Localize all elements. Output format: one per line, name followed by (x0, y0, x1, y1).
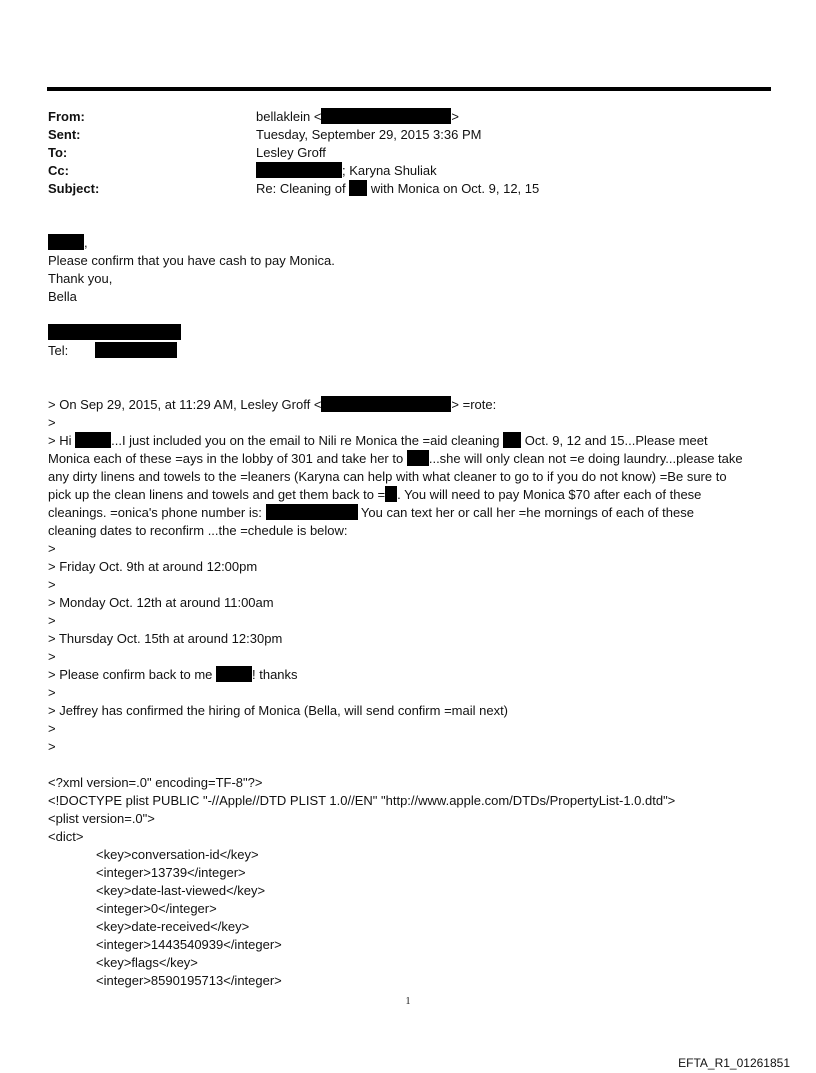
subject-label: Subject: (48, 181, 100, 196)
from-label: From: (48, 109, 85, 124)
quote-text: cleanings. =onica's phone number is: (48, 505, 262, 520)
spacer (48, 306, 778, 324)
xml-line: <key>flags</key> (96, 955, 198, 970)
quote-line (48, 666, 778, 684)
sent-value: Tuesday, September 29, 2015 3:36 PM (256, 127, 482, 142)
redaction (385, 486, 397, 502)
redaction (349, 180, 367, 196)
redaction (95, 342, 177, 358)
cc-text: ; Karyna Shuliak (342, 163, 437, 178)
quote-marker: > (48, 541, 56, 556)
quote-text: > On Sep 29, 2015, at 11:29 AM, Lesley Groff < (48, 397, 322, 412)
document-id: EFTA_R1_01261851 (678, 1056, 790, 1070)
redaction (75, 432, 111, 448)
to-value: Lesley Groff (256, 145, 326, 160)
from-name: bellaklein < (256, 109, 322, 124)
page-number: 1 (405, 996, 411, 1007)
quote-text: . You will need to pay Monica $70 after each of these (397, 487, 702, 502)
email-body (48, 234, 778, 990)
quote-marker: > (48, 649, 56, 664)
quote-text: ! thanks (252, 667, 298, 682)
quote-text: ...she will only clean not =e doing laundry...please take (428, 451, 743, 466)
tel-label: Tel: (48, 343, 69, 358)
quote-line (48, 432, 778, 450)
spacer (48, 378, 778, 396)
quote-text: > Please confirm back to me (48, 667, 213, 682)
body-line: Please confirm that you have cash to pay Monica. (48, 253, 335, 268)
quote-text: pick up the clean linens and towels and get them back to = (48, 487, 386, 502)
redaction (503, 432, 521, 448)
redaction (266, 504, 358, 520)
subject-post: with Monica on Oct. 9, 12, 15 (370, 181, 540, 196)
schedule-friday: > Friday Oct. 9th at around 12:00pm (48, 559, 258, 574)
greeting-comma: , (84, 235, 88, 250)
quote-intro (48, 396, 778, 414)
signature-tel (48, 342, 778, 360)
quote-marker: > (48, 739, 56, 754)
body-line: Bella (48, 289, 77, 304)
quote-text: > Hi (48, 433, 72, 448)
redaction (407, 450, 429, 466)
header-rule (47, 87, 771, 91)
xml-line: <integer>1443540939</integer> (96, 937, 282, 952)
quote-text: > =rote: (451, 397, 497, 412)
xml-line: <?xml version=.0" encoding=TF-8"?> (48, 775, 263, 790)
quote-marker: > (48, 613, 56, 628)
quote-marker: > (48, 415, 56, 430)
subject-pre: Re: Cleaning of (256, 181, 346, 196)
xml-line: <key>date-last-viewed</key> (96, 883, 266, 898)
spacer (48, 756, 778, 774)
subject-value (256, 180, 539, 198)
quote-line (48, 504, 778, 522)
redaction (216, 666, 252, 682)
cc-value (256, 162, 437, 180)
xml-line: <dict> (48, 829, 84, 844)
redaction (48, 234, 84, 250)
quote-marker: > (48, 577, 56, 592)
xml-line: <integer>8590195713</integer> (96, 973, 282, 988)
xml-line: <key>conversation-id</key> (96, 847, 259, 862)
redaction (321, 396, 451, 412)
xml-line: <!DOCTYPE plist PUBLIC "-//Apple//DTD PLIST 1.0//EN" "http://www.apple.com/DTDs/PropertyList-1.0.dtd"> (48, 793, 676, 808)
xml-line: <integer>13739</integer> (96, 865, 246, 880)
quote-line (48, 486, 778, 504)
greeting (48, 234, 778, 252)
body-line: Thank you, (48, 271, 113, 286)
quote-marker: > (48, 721, 56, 736)
xml-line: <integer>0</integer> (96, 901, 217, 916)
spacer (48, 360, 778, 378)
from-value (256, 108, 459, 126)
to-label: To: (48, 145, 68, 160)
redaction (321, 108, 451, 124)
sent-label: Sent: (48, 127, 81, 142)
quote-line: > Jeffrey has confirmed the hiring of Monica (Bella, will send confirm =mail next) (48, 703, 509, 718)
cc-label: Cc: (48, 163, 69, 178)
quote-line: any dirty linens and towels to the =leaners (Karyna can help with what cleaner to go to if you do not know) =Be sure to (48, 469, 727, 484)
quote-line (48, 450, 778, 468)
quote-text: You can text her or call her =he mornings of each of these (360, 505, 694, 520)
quote-text: Oct. 9, 12 and 15...Please meet (524, 433, 708, 448)
from-close: > (451, 109, 459, 124)
redaction (256, 162, 342, 178)
redaction (48, 324, 181, 340)
xml-line: <key>date-received</key> (96, 919, 250, 934)
quote-text: Monica each of these =ays in the lobby of 301 and take her to (48, 451, 404, 466)
xml-line: <plist version=.0"> (48, 811, 155, 826)
quote-marker: > (48, 685, 56, 700)
quote-text: ...I just included you on the email to Nili re Monica the =aid cleaning (111, 433, 500, 448)
schedule-thursday: > Thursday Oct. 15th at around 12:30pm (48, 631, 283, 646)
schedule-monday: > Monday Oct. 12th at around 11:00am (48, 595, 274, 610)
signature-name (48, 324, 778, 342)
quote-line: cleaning dates to reconfirm ...the =chedule is below: (48, 523, 348, 538)
